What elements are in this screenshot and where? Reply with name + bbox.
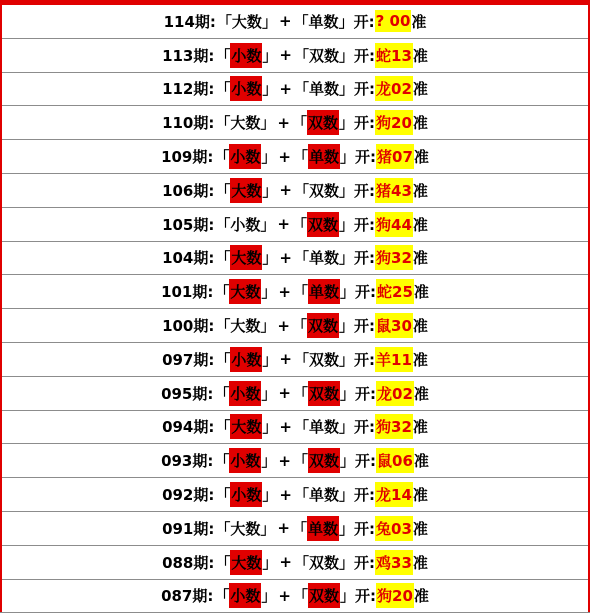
parity-tag: 「双数」 [292, 110, 354, 135]
size-value: 小数 [230, 482, 262, 507]
size-value: 小数 [229, 144, 261, 169]
size-value: 小数 [230, 76, 262, 101]
plus-sign: + [278, 147, 291, 166]
plus-sign: + [277, 113, 290, 132]
table-row [2, 377, 588, 411]
parity-tag: 「双数」 [292, 212, 354, 237]
period-label: 100期: [162, 317, 215, 336]
parity-tag: 「双数」 [293, 381, 355, 406]
open-label: 开: [354, 486, 376, 505]
suffix-label: 准 [413, 384, 429, 403]
parity-tag: 「双数」 [294, 46, 355, 65]
size-tag: 「小数」 [215, 43, 277, 68]
parity-value: 双数 [308, 583, 340, 608]
table-row [2, 444, 588, 478]
open-label: 开: [353, 12, 375, 31]
open-label: 开: [354, 114, 376, 133]
plus-sign: + [279, 350, 292, 369]
period-label: 112期: [162, 80, 215, 99]
parity-value: 单数 [308, 279, 340, 304]
suffix-label: 准 [413, 283, 429, 302]
open-label: 开: [354, 519, 376, 538]
size-value: 小数 [230, 43, 262, 68]
suffix-label: 准 [412, 249, 428, 268]
plus-sign: + [279, 485, 292, 504]
size-tag: 「小数」 [215, 215, 276, 234]
parity-value: 单数 [307, 516, 339, 541]
suffix-label: 准 [413, 587, 429, 606]
parity-tag: 「双数」 [294, 181, 355, 200]
period-label: 095期: [161, 384, 214, 403]
period-label: 104期: [162, 249, 215, 268]
parity-tag: 「双数」 [293, 448, 355, 473]
suffix-label: 准 [412, 215, 428, 234]
parity-value: 单数 [308, 144, 340, 169]
parity-tag: 「双数」 [294, 350, 355, 369]
plus-sign: + [278, 586, 291, 605]
table-row [2, 546, 588, 580]
suffix-label: 准 [412, 350, 428, 369]
size-tag: 「大数」 [215, 114, 276, 133]
plus-sign: + [277, 519, 290, 538]
suffix-label: 准 [412, 553, 428, 572]
open-label: 开: [355, 148, 377, 167]
result-value: 狗20 [376, 583, 414, 608]
parity-tag: 「单数」 [294, 486, 355, 505]
size-tag: 「大数」 [215, 178, 277, 203]
period-label: 109期: [161, 148, 214, 167]
size-tag: 「小数」 [214, 448, 276, 473]
parity-value: 单数 [308, 12, 339, 31]
open-label: 开: [354, 215, 376, 234]
size-value: 小数 [230, 347, 262, 372]
size-value: 大数 [230, 519, 261, 538]
size-value: 小数 [230, 215, 261, 234]
size-tag: 「大数」 [214, 279, 276, 304]
plus-sign: + [277, 316, 290, 335]
open-label: 开: [354, 553, 376, 572]
result-value: 鼠30 [375, 313, 413, 338]
size-value: 大数 [230, 317, 261, 336]
prediction-table [2, 5, 588, 613]
parity-tag: 「单数」 [293, 12, 354, 31]
suffix-label: 准 [412, 46, 428, 65]
parity-tag: 「双数」 [293, 583, 355, 608]
table-row [2, 208, 588, 242]
open-label: 开: [354, 317, 376, 336]
size-value: 小数 [229, 583, 261, 608]
period-label: 105期: [162, 215, 215, 234]
parity-tag: 「双数」 [292, 313, 354, 338]
table-row [2, 512, 588, 546]
size-value: 大数 [229, 279, 261, 304]
plus-sign: + [279, 553, 292, 572]
open-label: 开: [354, 46, 376, 65]
result-value: 猪43 [375, 178, 413, 203]
size-value: 小数 [229, 448, 261, 473]
size-tag: 「大数」 [215, 414, 277, 439]
table-row [2, 39, 588, 73]
size-value: 大数 [230, 414, 262, 439]
result-value: 龙14 [375, 482, 413, 507]
plus-sign: + [277, 215, 290, 234]
parity-value: 单数 [309, 486, 340, 505]
table-row [2, 106, 588, 140]
table-row [2, 343, 588, 377]
result-value: 鼠06 [376, 448, 414, 473]
table-row [2, 5, 588, 39]
plus-sign: + [278, 12, 292, 31]
parity-tag: 「单数」 [294, 80, 355, 99]
plus-sign: + [278, 451, 291, 470]
period-label: 093期: [161, 452, 214, 471]
result-value: 狗20 [375, 110, 413, 135]
result-value: 蛇25 [376, 279, 414, 304]
result-value: ? 00 [375, 12, 411, 31]
period-label: 106期: [162, 181, 215, 200]
open-label: 开: [354, 418, 376, 437]
size-value: 大数 [230, 550, 262, 575]
size-value: 大数 [231, 12, 262, 31]
parity-value: 双数 [309, 553, 340, 572]
parity-value: 双数 [308, 448, 340, 473]
size-tag: 「大数」 [216, 12, 277, 31]
table-row [2, 580, 588, 613]
parity-value: 单数 [309, 418, 340, 437]
size-tag: 「大数」 [215, 245, 277, 270]
suffix-label: 准 [412, 114, 428, 133]
parity-tag: 「单数」 [294, 418, 355, 437]
size-tag: 「大数」 [215, 550, 277, 575]
size-tag: 「大数」 [215, 317, 276, 336]
size-value: 小数 [229, 381, 261, 406]
result-value: 狗32 [375, 414, 413, 439]
result-value: 猪07 [376, 144, 414, 169]
parity-tag: 「单数」 [292, 516, 354, 541]
result-value: 龙02 [375, 76, 413, 101]
suffix-label: 准 [411, 12, 427, 31]
open-label: 开: [354, 249, 376, 268]
period-label: 091期: [162, 519, 215, 538]
period-label: 088期: [162, 553, 215, 572]
open-label: 开: [355, 384, 377, 403]
size-tag: 「小数」 [215, 76, 277, 101]
parity-value: 双数 [308, 381, 340, 406]
period-label: 087期: [161, 587, 214, 606]
suffix-label: 准 [412, 80, 428, 99]
parity-tag: 「单数」 [294, 249, 355, 268]
parity-value: 单数 [309, 80, 340, 99]
size-tag: 「小数」 [214, 144, 276, 169]
table-row [2, 309, 588, 343]
parity-value: 双数 [309, 350, 340, 369]
plus-sign: + [279, 46, 292, 65]
size-value: 大数 [230, 178, 262, 203]
suffix-label: 准 [412, 486, 428, 505]
open-label: 开: [355, 587, 377, 606]
size-tag: 「小数」 [215, 347, 277, 372]
result-value: 狗32 [375, 245, 413, 270]
size-tag: 「小数」 [214, 381, 276, 406]
size-tag: 「小数」 [215, 482, 277, 507]
open-label: 开: [354, 80, 376, 99]
parity-value: 双数 [307, 212, 339, 237]
size-value: 大数 [230, 245, 262, 270]
parity-tag: 「单数」 [293, 144, 355, 169]
open-label: 开: [355, 283, 377, 302]
parity-tag: 「单数」 [293, 279, 355, 304]
table-row [2, 174, 588, 208]
period-label: 094期: [162, 418, 215, 437]
size-tag: 「大数」 [215, 519, 276, 538]
period-label: 101期: [161, 283, 214, 302]
table-row [2, 411, 588, 445]
plus-sign: + [279, 248, 292, 267]
plus-sign: + [278, 282, 291, 301]
open-label: 开: [354, 350, 376, 369]
table-row [2, 140, 588, 174]
result-value: 蛇13 [375, 43, 413, 68]
result-value: 羊11 [375, 347, 413, 372]
result-value: 鸡33 [375, 550, 413, 575]
open-label: 开: [354, 181, 376, 200]
parity-value: 双数 [307, 313, 339, 338]
plus-sign: + [279, 181, 292, 200]
suffix-label: 准 [413, 148, 429, 167]
table-row [2, 73, 588, 107]
open-label: 开: [355, 452, 377, 471]
size-tag: 「小数」 [214, 583, 276, 608]
suffix-label: 准 [413, 452, 429, 471]
table-row [2, 275, 588, 309]
parity-value: 双数 [309, 181, 340, 200]
parity-value: 双数 [309, 46, 340, 65]
plus-sign: + [278, 384, 291, 403]
parity-value: 单数 [309, 249, 340, 268]
suffix-label: 准 [412, 418, 428, 437]
size-value: 大数 [230, 114, 261, 133]
suffix-label: 准 [412, 317, 428, 336]
table-row [2, 242, 588, 276]
plus-sign: + [279, 79, 292, 98]
period-label: 097期: [162, 350, 215, 369]
result-value: 兔03 [375, 516, 413, 541]
period-label: 110期: [162, 114, 215, 133]
suffix-label: 准 [412, 181, 428, 200]
plus-sign: + [279, 417, 292, 436]
result-value: 狗44 [375, 212, 413, 237]
result-value: 龙02 [376, 381, 414, 406]
period-label: 114期: [163, 12, 216, 31]
period-label: 092期: [162, 486, 215, 505]
parity-tag: 「双数」 [294, 553, 355, 572]
suffix-label: 准 [412, 519, 428, 538]
parity-value: 双数 [307, 110, 339, 135]
table-row [2, 478, 588, 512]
period-label: 113期: [162, 46, 215, 65]
